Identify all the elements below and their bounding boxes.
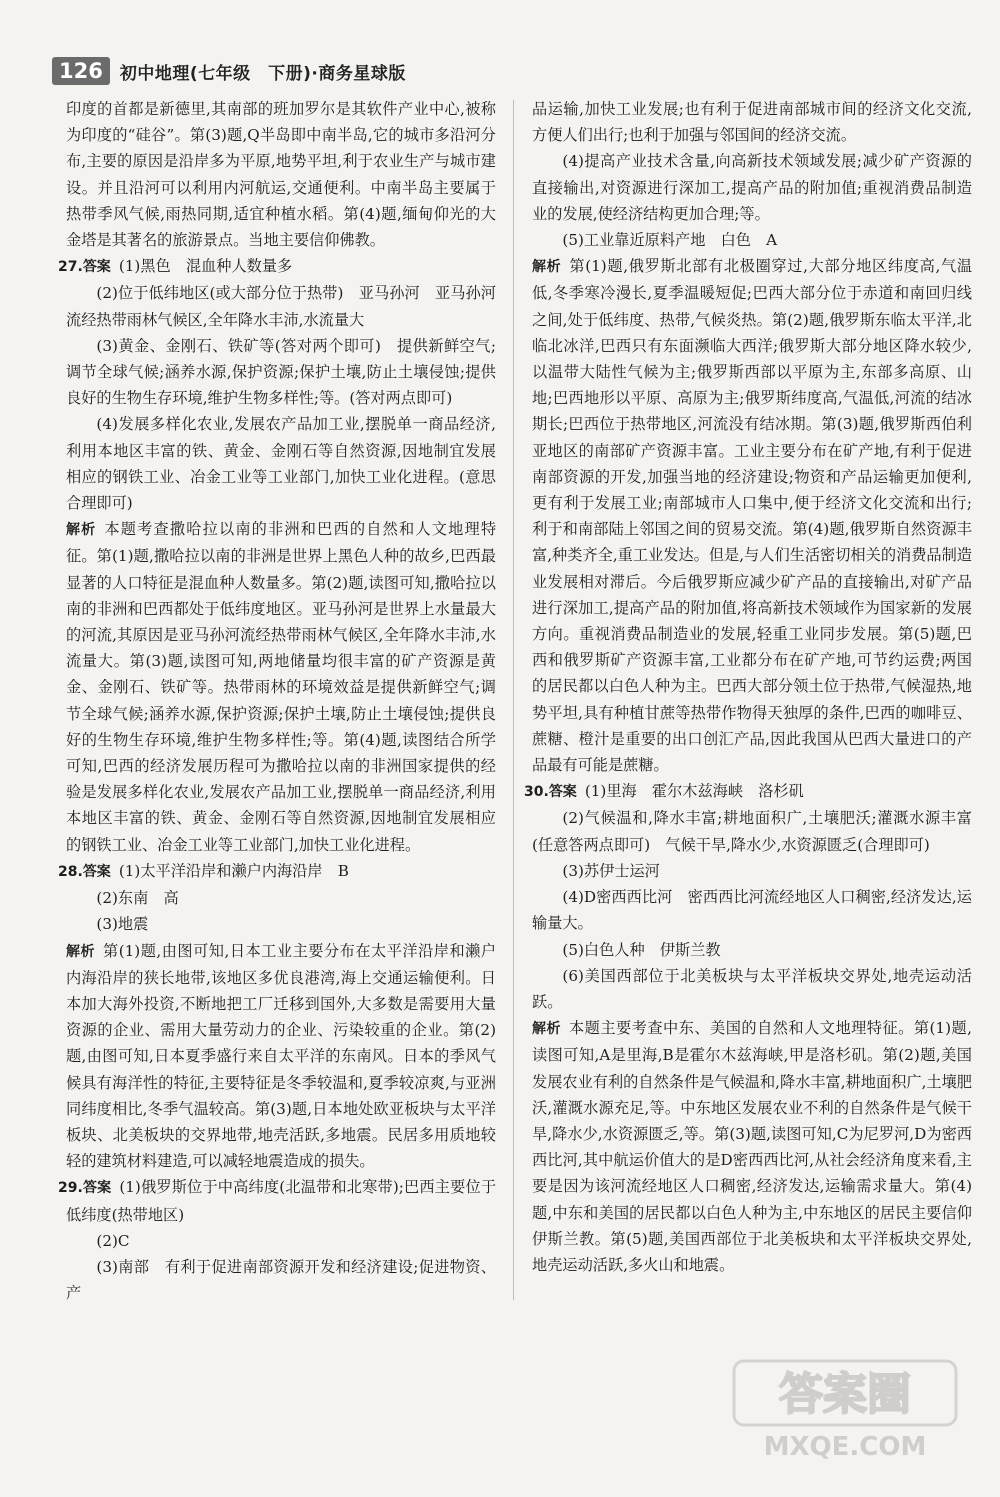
text-paragraph	[66, 280, 496, 332]
paragraph-text: 印度的首都是新德里,其南部的班加罗尔是其软件产业中心,被称为印度的“硅谷”。第(3)题,Q半岛即中南半岛,它的城市多沿河分布,主要的原因是沿岸多为平原,地势平坦,利于农业生产与城市建设。并且沿河可以利用内河航运,交通便利。中南半岛主要属于热带季风气候,雨热同期,适宜种植水稻。第(4)题,缅甸仰光的大金塔是其著名的旅游景点。当地主要信仰佛教。	[66, 100, 496, 250]
text-paragraph	[66, 1228, 496, 1254]
text-paragraph	[66, 1254, 496, 1306]
question-number: 29.	[58, 1180, 83, 1197]
question-number: 30.	[524, 784, 549, 801]
paragraph-text: 第(1)题,俄罗斯北部有北极圈穿过,大部分地区纬度高,气温低,冬季寒冷漫长,夏季温暖短促;巴西大部分位于赤道和南回归线之间,处于低纬度、热带,气候炎热。第(2)题,俄罗斯东临太平洋,北临北冰洋,巴西只有东面濒临大西洋;俄罗斯大部分地区降水较少,以温带大陆性气候为主;俄罗斯西部以平原为主,东部多高原、山地;巴西地形以平原、高原为主;俄罗斯纬度高,气温低,河流的结冰期长;巴西位于热带地区,河流没有结冰期。第(3)题,俄罗斯西伯利亚地区的南部矿产资源丰富。工业主要分布在矿产地,有利于促进南部资源的开发,加强当地的经济建设;物资和产品运输更加便利,更有利于发展工业;南部城市人口集中,便于经济文化交流和出行;利于和南部陆上邻国之间的贸易交流。第(4)题,俄罗斯自然资源丰富,种类齐全,重工业发达。但是,与人们生活密切相关的消费品制造业发展相对滞后。今后俄罗斯应减少矿产品的直接输出,对矿产品进行深加工,提高产品的附加值,将高新技术领域作为国家新的发展方向。重视消费品制造业的发展,轻重工业同步发展。第(5)题,巴西和俄罗斯矿产资源丰富,工业都分布在矿产地,可节约运费;两国的居民都以白色人种为主。巴西大部分领土位于热带,气候湿热,地势平坦,具有种植甘蔗等热带作物得天独厚的条件,巴西的咖啡豆、蔗糖、橙汁是重要的出口创汇产品,因此我国从巴西大量进口的产品最有可能是蔗糖。	[532, 257, 973, 775]
paragraph-text: (3)南部 有利于促进南部资源开发和经济建设;促进物资、产	[66, 1257, 496, 1303]
text-paragraph	[532, 937, 972, 963]
text-paragraph	[532, 227, 972, 253]
text-paragraph	[532, 148, 972, 227]
answer-label: 答案	[82, 863, 111, 880]
paragraph-text: (1)太平洋沿岸和濑户内海沿岸 B	[118, 861, 349, 880]
text-paragraph	[66, 96, 496, 253]
question-number: 27.	[58, 259, 83, 276]
text-paragraph	[66, 333, 496, 412]
paragraph-text: (2)气候温和,降水丰富;耕地面积广,土壤肥沃;灌溉水源丰富(任意答两点即可) 气候干旱,降水少,水资源匮乏(合理即可)	[532, 809, 972, 854]
paragraph-text: (6)美国西部位于北美板块与太平洋板块交界处,地壳运动活跃。	[532, 966, 972, 1011]
watermark-label: 答案圈	[779, 1369, 911, 1420]
book-title: 初中地理(七年级 下册)·商务星球版	[119, 63, 406, 84]
answer-label: 答案	[82, 1180, 112, 1197]
text-paragraph	[66, 411, 496, 516]
paragraph-text: (5)白色人种 伊斯兰教	[562, 940, 721, 959]
paragraph-text: (2)位于低纬地区(或大部分位于热带) 亚马孙河 亚马孙河流经热带雨林气候区,全年降水丰沛,水流量大	[66, 284, 496, 329]
paragraph-text: (4)D密西西比河 密西西比河流经地区人口稠密,经济发达,运输量大。	[532, 888, 972, 933]
page-number: 126	[52, 57, 110, 85]
text-paragraph	[532, 805, 972, 857]
watermark-logo	[730, 1357, 960, 1467]
answer-label: 答案	[82, 259, 111, 276]
paragraph-text: (3)地震	[96, 915, 149, 934]
text-paragraph	[532, 884, 972, 936]
analysis-label: 解析	[66, 943, 96, 960]
paragraph-text: (4)提高产业技术含量,向高新技术领域发展;减少矿产资源的直接输出,对资源进行深加工,提高产品的附加值;重视消费品制造业的发展,使经济结构更加合理;等。	[532, 152, 972, 223]
analysis-label: 解析	[532, 259, 562, 276]
paragraph-text: (3)苏伊士运河	[562, 861, 660, 880]
paragraph-text: (1)里海 霍尔木兹海峡 洛杉矶	[584, 782, 804, 801]
text-paragraph	[532, 96, 972, 148]
left-column	[58, 96, 497, 1306]
right-column	[524, 96, 973, 1278]
paragraph-text: 本题主要考查中东、美国的自然和人文地理特征。第(1)题,读图可知,A是里海,B是霍尔木兹海峡,甲是洛杉矶。第(2)题,美国发展农业有利的自然条件是气候温和,降水丰富,耕地面积广,土壤肥沃,灌溉水源充足,等。中东地区发展农业不利的自然条件是气候干旱,降水少,水资源匮乏,等。第(3)题,读图可知,C为尼罗河,D为密西西比河,其中航运价值大的是D密西西比河,从社会经济角度来看,主要是因为该河流经地区人口稠密,经济发达,运输需求量大。第(4)题,中东和美国的居民都以白色人种为主,中东地区的居民主要信仰伊斯兰教。第(5)题,美国西部位于北美板块和太平洋板块交界处,地壳运动活跃,多火山和地震。	[532, 1019, 973, 1274]
paragraph-text: 本题考查撒哈拉以南的非洲和巴西的自然和人文地理特征。第(1)题,撒哈拉以南的非洲是世界上黑色人种的故乡,巴西最显著的人口特征是混血种人数量多。第(2)题,读图可知,撒哈拉以南的非洲和巴西都处于低纬度地区。亚马孙河是世界上水量最大的河流,其原因是亚马孙河流经热带雨林气候区,全年降水丰沛,水流量大。第(3)题,读图可知,两地储量均很丰富的矿产资源是黄金、金刚石、铁矿等。热带雨林的环境效益是提供新鲜空气;调节全球气候;涵养水源,保护资源;保护土壤,防止土壤侵蚀;提供良好的生物生存环境,维护生物多样性;等。第(4)题,读图结合所学可知,巴西的经济发展历程可为撒哈拉以南的非洲国家提供的经验是发展多样化农业,发展农产品加工业,摆脱单一商品经济,利用本地区丰富的铁、黄金、金刚石等自然资源,因地制宜发展相应的钢铁工业、冶金工业等工业部门,加快工业化进程。	[66, 520, 497, 854]
analysis-label: 解析	[66, 522, 97, 539]
paragraph-text: (2)C	[96, 1231, 130, 1250]
paragraph-text: (3)黄金、金刚石、铁矿等(答对两个即可) 提供新鲜空气;调节全球气候;涵养水源,保护资源;保护土壤,防止土壤侵蚀;提供良好的生物生存环境,维护生物多样性;等。(答对两点即可)	[66, 336, 496, 408]
paragraph-text: (1)黑色 混血种人数量多	[118, 257, 293, 276]
text-paragraph	[66, 885, 496, 911]
page-header	[52, 56, 406, 86]
answer-block	[58, 1174, 497, 1227]
answer-label: 答案	[548, 784, 577, 801]
paragraph-text: (5)工业靠近原料产地 白色 A	[562, 231, 778, 250]
paragraph-text: (1)俄罗斯位于中高纬度(北温带和北寒带);巴西主要位于低纬度(热带地区)	[66, 1178, 497, 1224]
analysis-block	[66, 938, 496, 1175]
answer-block	[524, 778, 972, 805]
paragraph-text: (4)发展多样化农业,发展农产品加工业,摆脱单一商品经济,利用本地区丰富的铁、黄金、金刚石等自然资源,因地制宜发展相应的钢铁工业、冶金工业等工业部门,加快工业化进程。(意思合理即可)	[66, 415, 496, 513]
text-paragraph	[66, 911, 496, 937]
answer-block	[58, 858, 496, 885]
analysis-label: 解析	[532, 1021, 561, 1038]
analysis-block	[532, 253, 972, 778]
paragraph-text: (2)东南 高	[96, 889, 179, 908]
analysis-block	[532, 1015, 972, 1278]
column-divider	[513, 100, 514, 1300]
text-paragraph	[532, 963, 972, 1015]
paragraph-text: 第(1)题,由图可知,日本工业主要分布在太平洋沿岸和濑户内海沿岸的狭长地带,该地区多优良港湾,海上交通运输便利。日本加大海外投资,不断地把工厂迁移到国外,大多数是需要用大量资源的企业、需用大量劳动力的企业、污染较重的企业。第(2)题,由图可知,日本夏季盛行来自太平洋的东南风。日本的季风气候具有海洋性的特征,主要特征是冬季较温和,夏季较凉爽,与亚洲同纬度相比,冬季气温较高。第(3)题,日本地处欧亚板块与太平洋板块、北美板块的交界地带,地壳活跃,多地震。民居多用质地较轻的建筑材料建造,可以减轻地震造成的损失。	[66, 941, 497, 1171]
paragraph-text: 品运输,加快工业发展;也有利于促进南部城市间的经济文化交流,方便人们出行;也利于加强与邻国间的经济交流。	[532, 100, 972, 145]
question-number: 28.	[58, 863, 83, 880]
answer-block	[58, 253, 496, 280]
watermark-url: MXQE.COM	[763, 1432, 927, 1462]
text-paragraph	[532, 858, 972, 884]
analysis-block	[66, 516, 496, 858]
